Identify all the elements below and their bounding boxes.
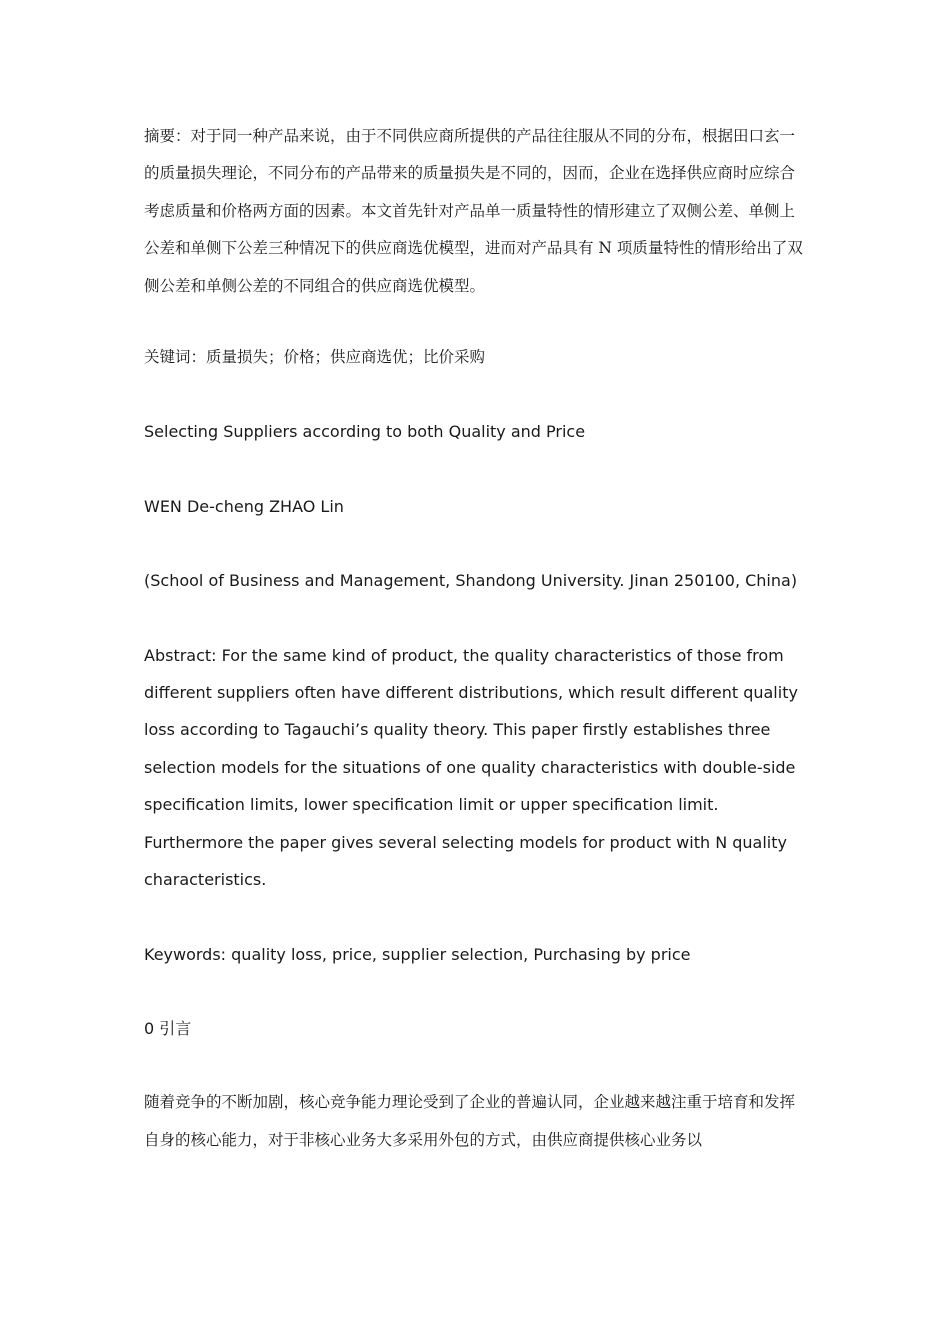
english-title: Selecting Suppliers according to both Quality and Price [144, 422, 586, 442]
authors: WEN De-cheng ZHAO Lin [144, 496, 344, 516]
intro-paragraph: 随着竞争的不断加剧，核心竞争能力理论受到了企业的普遍认同，企业越来越注重于培育和发挥自身的核心能力，对于非核心业务大多采用外包的方式，由供应商提供核心业务以 [144, 1093, 796, 1149]
affiliation: (School of Business and Management, Shandong University. Jinan 250100, China) [144, 571, 798, 591]
chinese-keywords: 关键词：质量损失；价格；供应商选优；比价采购 [144, 348, 486, 367]
chinese-abstract: 摘要：对于同一种产品来说，由于不同供应商所提供的产品往往服从不同的分布，根据田口玄一的质量损失理论，不同分布的产品带来的质量损失是不同的，因而，企业在选择供应商时应综合考虑质量和价格两方面的因素。本文首先针对产品单一质量特性的情形建立了双侧公差、单侧上公差和单侧下公差三种情况下的供应商选优模型，进而对产品具有 N 项质量特性的情形给出了双侧公差和单侧公差的不同组合的供应商选优模型。 [144, 127, 803, 295]
section-heading: 0 引言 [144, 1018, 192, 1038]
english-keywords: Keywords: quality loss, price, supplier selection, Purchasing by price [144, 944, 691, 964]
english-abstract: Abstract: For the same kind of product, the quality characteristics of those from different suppliers often have different distributions, which result different quality loss according to Tagauchi’s quality theory. This paper firstly establishes three selection models for the situations of one quality characteristics with double-side specification limits, lower specification limit or upper specification limit. Furthermore the paper gives several selecting models for product with N quality characteristics. [144, 645, 798, 890]
document-page [144, 118, 808, 1159]
